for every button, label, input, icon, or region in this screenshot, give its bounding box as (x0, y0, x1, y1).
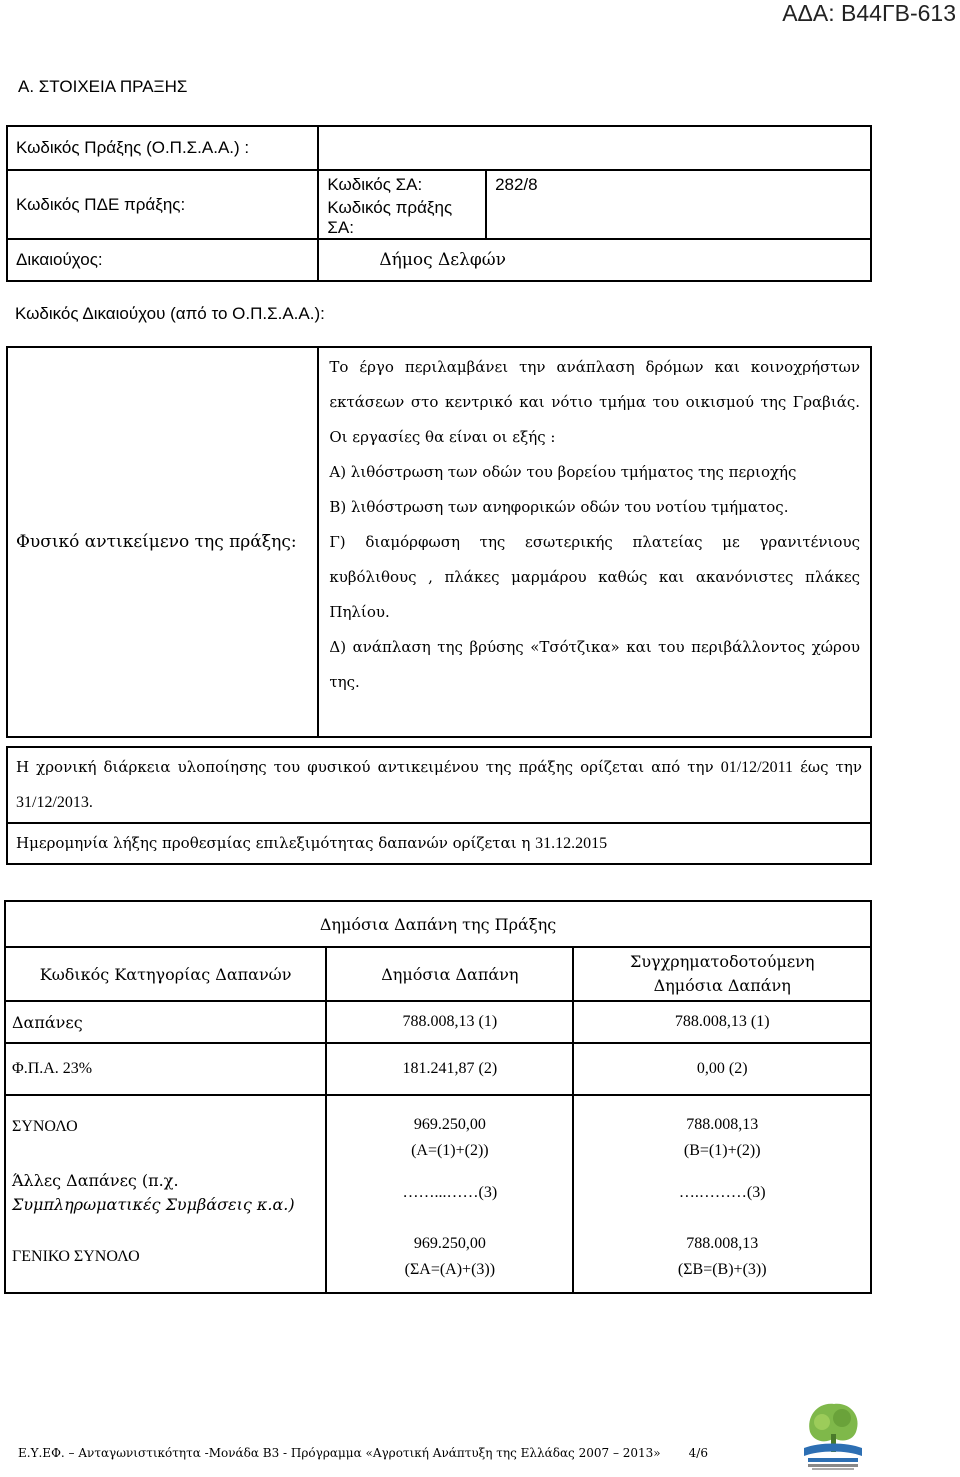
other-expenses-label (5, 1165, 326, 1221)
grand-cofunded-formula: (ΣΒ=(Β)+(3)) (677, 1260, 767, 1278)
budget-col-public: Δημόσια Δαπάνη (326, 947, 573, 1001)
ada-code: ΑΔΑ: Β44ΓΒ-613 (782, 0, 956, 26)
grand-public: 969.250,00 (413, 1234, 486, 1252)
grand-total-label: ΓΕΝΙΚΟ ΣΥΝΟΛΟ (5, 1221, 326, 1293)
beneficiary-label: Δικαιούχος: (7, 239, 318, 281)
description-line-d: Δ) ανάπλαση της βρύσης «Τσότζικα» και του περιβάλλοντος χώρου της. (329, 638, 860, 691)
beneficiary-value: Δήμος Δελφών (318, 239, 871, 281)
duration-text (7, 747, 871, 823)
row-vat-label: Φ.Π.Α. 23% (5, 1043, 326, 1095)
grand-cofunded: 788.008,13 (686, 1234, 759, 1252)
code-ops-label: Κωδικός Πράξης (Ο.Π.Σ.Α.Α.) : (7, 126, 318, 170)
physical-object-description (318, 347, 871, 737)
budget-col-cofunded-line1: Συγχρηματοδοτούμενη (630, 952, 815, 971)
budget-col-cofunded (573, 947, 871, 1001)
description-line-a: Α) λιθόστρωση των οδών του βορείου τμήματος της περιοχής (329, 463, 797, 481)
row-vat-public: 181.241,87 (2) (326, 1043, 573, 1095)
grand-cofunded-cell (573, 1221, 871, 1293)
total-label: ΣΥΝΟΛΟ (5, 1095, 326, 1165)
other-cofunded: ….………(3) (573, 1165, 871, 1221)
row-vat-cofunded: 0,00 (2) (573, 1043, 871, 1095)
grand-public-cell (326, 1221, 573, 1293)
page-number: 4/6 (688, 1446, 708, 1460)
footer-text: Ε.Υ.ΕΦ. – Ανταγωνιστικότητα -Μονάδα Β3 - Πρόγραμμα «Αγροτική Ανάπτυξη της Ελλάδας 2007 – 2013» (18, 1446, 661, 1460)
total-cofunded-cell (573, 1095, 871, 1165)
other-expenses-line1: Άλλες Δαπάνες (π.χ. (12, 1171, 179, 1190)
beneficiary-code-label: Κωδικός Δικαιούχου (από το Ο.Π.Σ.Α.Α.): (7, 281, 871, 347)
budget-col-category: Κωδικός Κατηγορίας Δαπανών (5, 947, 326, 1001)
code-pde-label: Κωδικός ΠΔΕ πράξης: (7, 170, 318, 239)
budget-title: Δημόσια Δαπάνη της Πράξης (5, 901, 871, 947)
total-public-cell (326, 1095, 573, 1165)
total-cofunded: 788.008,13 (686, 1115, 759, 1133)
physical-object-label: Φυσικό αντικείμενο της πράξης: (7, 347, 318, 737)
description-line-b: Β) λιθόστρωση των ανηφορικών οδών του νοτίου τμήματος. (329, 498, 789, 516)
row-expenses-public: 788.008,13 (1) (326, 1001, 573, 1043)
row-expenses-label: Δαπάνες (5, 1001, 326, 1043)
row-expenses-cofunded: 788.008,13 (1) (573, 1001, 871, 1043)
code-project-sa-label: Κωδικός πράξης ΣΑ: (318, 198, 486, 239)
other-expenses-line2: Συμπληρωματικές Συμβάσεις κ.α.) (12, 1195, 295, 1214)
budget-table (4, 900, 872, 1294)
duration-until: έως την (800, 758, 862, 776)
deadline-label: Ημερομηνία λήξης προθεσμίας επιλεξιμότητας δαπανών ορίζεται η (16, 834, 531, 852)
deadline-text (7, 823, 871, 864)
total-public-formula: (Α=(1)+(2)) (411, 1141, 489, 1159)
description-line-c: Γ) διαμόρφωση της εσωτερικής πλατείας με γρανιτένιους κυβόλιθους , πλάκες μαρμάρου καθώς και ακανόνιστες πλάκες Πηλίου. (329, 533, 860, 621)
duration-table (6, 746, 872, 865)
budget-col-cofunded-line2: Δημόσια Δαπάνη (653, 976, 791, 995)
total-public: 969.250,00 (413, 1115, 486, 1133)
project-info-table (6, 125, 872, 738)
other-public: ……...……(3) (326, 1165, 573, 1221)
total-cofunded-formula: (Β=(1)+(2)) (683, 1141, 761, 1159)
description-line-intro: Το έργο περιλαμβάνει την ανάπλαση δρόμων και κοινοχρήστων εκτάσεων στο κεντρικό και νότιο τμήμα του οικισμού της Γραβιάς. Οι εργασίες θα είναι οι εξής : (329, 358, 860, 446)
footer (18, 1446, 708, 1460)
duration-end: 31/12/2013. (16, 794, 93, 811)
program-logo-icon (800, 1392, 866, 1472)
duration-prefix: Η χρονική διάρκεια υλοποίησης του φυσικού αντικειμένου της πράξης ορίζεται από την (16, 758, 714, 776)
deadline-date: 31.12.2015 (535, 835, 608, 852)
code-sa-label: Κωδικός ΣΑ: (318, 170, 486, 198)
grand-public-formula: (ΣΑ=(Α)+(3)) (404, 1260, 496, 1278)
duration-start: 01/12/2011 (720, 759, 794, 776)
section-title: Α. ΣΤΟΙΧΕΙΑ ΠΡΑΞΗΣ (18, 77, 188, 96)
code-sa-value: 282/8 (486, 170, 871, 198)
